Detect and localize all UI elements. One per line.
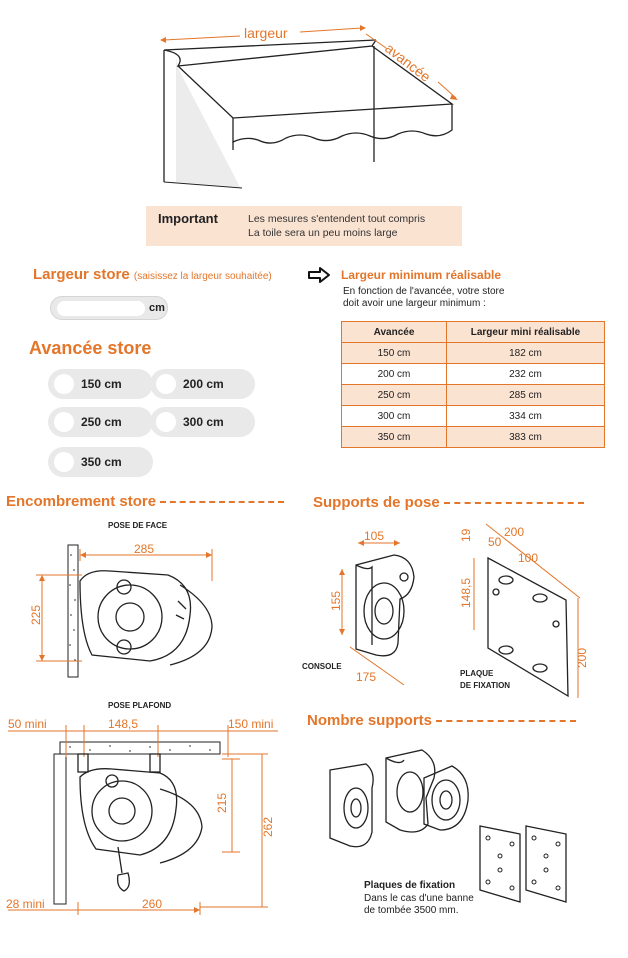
table-cell: 232 cm (447, 364, 605, 385)
plafond-left-mini: 50 mini (8, 717, 47, 731)
important-title: Important (158, 211, 218, 226)
radio-circle[interactable] (54, 452, 74, 472)
avancee-option-250[interactable]: 250 cm (48, 407, 153, 437)
table-cell: 200 cm (342, 364, 447, 385)
table-cell: 285 cm (447, 385, 605, 406)
supports-title (313, 494, 584, 511)
awning-illustration (0, 0, 628, 200)
dashed-rule (436, 720, 576, 722)
pose-de-face-diagram (0, 515, 300, 685)
avancee-option-300[interactable]: 300 cm (150, 407, 255, 437)
table-cell: 350 cm (342, 427, 447, 448)
minimum-desc-1: En fonction de l'avancée, votre store (343, 286, 505, 297)
largeur-store-hint: (saisissez la largeur souhaitée) (133, 271, 272, 282)
console-diagram (300, 525, 430, 695)
radio-circle[interactable] (54, 374, 74, 394)
table-row (342, 343, 605, 364)
console-depth: 175 (356, 670, 377, 684)
plaques-desc-1: Dans le cas d'une banne (364, 893, 474, 904)
pose-plafond-label: POSE PLAFOND (108, 701, 172, 710)
largeur-input-wrapper (50, 296, 168, 320)
table-row (342, 427, 605, 448)
plaque-height: 200 (575, 647, 589, 668)
avancee-option-150[interactable]: 150 cm (48, 369, 153, 399)
encombrement-title-text: Encombrement store (6, 493, 157, 510)
minimum-desc-2: doit avoir une largeur minimum : (343, 298, 486, 309)
largeur-store-title-text: Largeur store (33, 266, 130, 283)
table-header-largeur: Largeur mini réalisable (447, 322, 605, 343)
radio-circle[interactable] (54, 412, 74, 432)
plaques-desc-2: de tombée 3500 mm. (364, 905, 459, 916)
minimum-width-title: Largeur minimum réalisable (341, 268, 502, 282)
nombre-title (307, 712, 576, 729)
plaques-title: Plaques de fixation (364, 880, 456, 891)
table-row (342, 406, 605, 427)
largeur-store-title (33, 266, 272, 283)
plaque-a: 19 (459, 528, 473, 542)
important-line-1: Les mesures s'entendent tout compris (248, 213, 426, 225)
plafond-width: 260 (142, 897, 163, 911)
avancee-option-350[interactable]: 350 cm (48, 447, 153, 477)
pose-face-width: 285 (134, 542, 155, 556)
pose-plafond-diagram (0, 697, 300, 927)
encombrement-title (6, 493, 284, 510)
plafond-h1: 215 (215, 792, 229, 813)
awning-width-label: largeur (244, 25, 288, 41)
avancee-option-200[interactable]: 200 cm (150, 369, 255, 399)
plaque-width: 200 (504, 525, 525, 539)
plafond-mid: 148,5 (108, 717, 139, 731)
plaque-c: 100 (518, 551, 539, 565)
console-height: 155 (329, 590, 343, 611)
largeur-unit: cm (149, 302, 165, 314)
console-width: 105 (364, 529, 385, 543)
awning-depth-label: avancée (382, 39, 434, 85)
plaque-label-2: DE FIXATION (460, 681, 511, 690)
plafond-bottom-mini: 28 mini (6, 897, 45, 911)
largeur-input[interactable] (57, 301, 145, 316)
plaque-diagram (440, 518, 628, 698)
plafond-right-mini: 150 mini (228, 717, 274, 731)
plafond-h2: 262 (261, 816, 275, 837)
pose-face-label: POSE DE FACE (108, 521, 168, 530)
table-cell: 250 cm (342, 385, 447, 406)
supports-title-text: Supports de pose (313, 494, 440, 511)
radio-circle[interactable] (156, 412, 176, 432)
minimum-width-table (341, 321, 605, 448)
table-header-row (342, 322, 605, 343)
radio-circle[interactable] (156, 374, 176, 394)
table-row (342, 364, 605, 385)
plaque-d: 148,5 (459, 577, 473, 608)
important-line-2: La toile sera un peu moins large (248, 227, 398, 239)
plaque-label-1: PLAQUE (460, 669, 494, 678)
console-label: CONSOLE (302, 662, 342, 671)
dashed-rule (444, 502, 584, 504)
table-cell: 383 cm (447, 427, 605, 448)
arrow-right-icon (307, 266, 333, 284)
table-cell: 334 cm (447, 406, 605, 427)
pose-face-height: 225 (29, 604, 43, 625)
table-cell: 150 cm (342, 343, 447, 364)
table-cell: 300 cm (342, 406, 447, 427)
table-header-avancee: Avancée (342, 322, 447, 343)
table-cell: 182 cm (447, 343, 605, 364)
avancee-store-title: Avancée store (29, 338, 152, 358)
plaque-b: 50 (488, 535, 502, 549)
nombre-supports-diagram (320, 738, 620, 918)
dashed-rule (160, 501, 284, 503)
nombre-title-text: Nombre supports (307, 712, 433, 729)
table-row (342, 385, 605, 406)
